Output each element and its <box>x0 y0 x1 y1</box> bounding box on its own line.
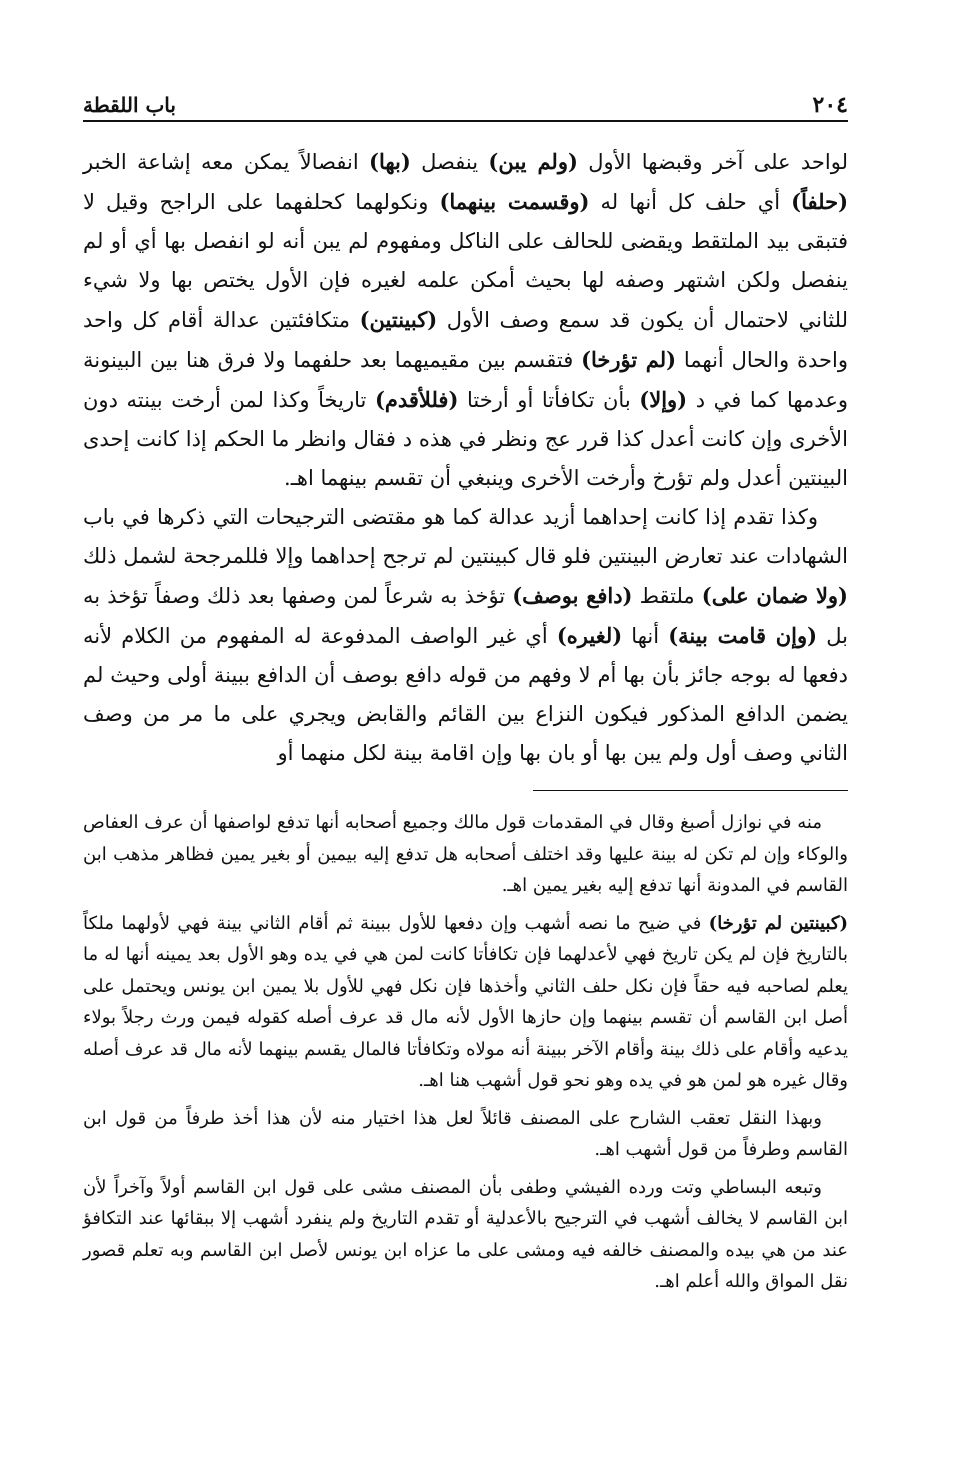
quoted-text: (ولا ضمان على) <box>701 583 848 608</box>
running-header <box>83 92 848 122</box>
text-run: تاريخاً وكذا لمن أرخت بينته دون الأخرى وإن كانت أعدل كذا قرر عج ونظر في هذه د فقال وانظر ما الحكم إذا كانت إحدى البينتين أعدل ولم تؤرخ وأرخت الأخرى وينبغي أن تقسم بينهما اهـ. <box>83 388 848 490</box>
quoted-text: (كبينتين لم تؤرخا) <box>708 912 849 934</box>
quoted-text: (لم تؤرخا) <box>581 347 677 372</box>
main-paragraph <box>83 142 848 498</box>
text-run: تؤخذ به شرعاً لمن وصفها بعد ذلك وصفاً تؤخذ به بل <box>83 584 848 648</box>
text-run: منه في نوازل أصبغ وقال في المقدمات قول مالك وجميع أصحابه أنها تدفع لواصفها أن عرف العفاص والوكاء وإن لم تكن له بينة عليها وقد اختلف أصحابه هل تدفع إليه بيمين أو بغير يمين فظاهر مذهب ابن القاسم في المدونة أنها تدفع إليه بغير يمين اهـ. <box>83 812 848 896</box>
text-run: بأن تكافأتا أو أرختا <box>458 388 640 412</box>
text-run: وكذا تقدم إذا كانت إحداهما أزيد عدالة كما هو مقتضى الترجيحات التي ذكرها في باب الشهادات عند تعارض البينتين فلو قال كبينتين لم ترجح إحداهما وإلا فللمرجحة لشمل ذلك <box>83 505 848 568</box>
quoted-text: (ولم يبن) <box>488 149 578 174</box>
quoted-text: (وقسمت بينهما) <box>439 189 590 214</box>
chapter-title: باب اللقطة <box>83 93 176 117</box>
main-paragraph <box>83 498 848 773</box>
text-run: أي حلف كل أنها له <box>589 190 792 214</box>
footnotes <box>83 807 848 1298</box>
text-run: فتقسم بين مقيميهما بعد حلفهما ولا فرق هنا بين البينونة وعدمها كما في د <box>83 348 848 412</box>
quoted-text: (دافع بوصف) <box>512 583 633 608</box>
text-run: وتبعه البساطي وتت ورده الفيشي وطفى بأن المصنف مشى على قول ابن القاسم أولاً وآخراً لأن ابن القاسم لا يخالف أشهب في الترجيح بالأعدلية أو تقدم التاريخ ولم ينفرد أشهب إلا ببقائها عند التكافؤ عند من هي بيده والمصنف خالفه فيه ومشى على ما عزاه ابن يونس لأصل ابن القاسم وبه تعلم قصور نقل المواق والله أعلم اهـ. <box>83 1176 848 1292</box>
quoted-text: (فللأقدم) <box>374 387 459 412</box>
footnote-paragraph <box>83 807 848 902</box>
text-run: في ضيح ما نصه أشهب وإن دفعها للأول ببينة ثم أقام الثاني بينة فهي لأولهما ملكاً بالتاريخ فإن لم يكن تاريخ فهي لأعدلهما فإن تكافأتا كانت لمن هي في يده وهو الأول بعد يمينه أنها له ما يعلم لصاحبه فيه حقاً فإن نكل حلف الثاني وأخذها فإن نكل فهي للأول بلا يمين ابن يونس ويحتمل على أصل ابن القاسم أن تقسم بينهما وإن حازها الأول لأنه مال قد عرف أصله كقوله فيمن ورث رجلاً بولاء يدعيه وأقام على ذلك بينة وأقام الآخر ببينة أنه مولاه وتكافأتا فالمال يقسم بينهما لأنه مال قد عرف أصله وقال غيره هو لمن هو في يده وهو نحو قول أشهب هنا اهـ. <box>83 912 848 1091</box>
text-run: ملتقط <box>632 584 702 608</box>
quoted-text: (وإن قامت بينة) <box>668 623 818 648</box>
text-run: وبهذا النقل تعقب الشارح على المصنف قائلاً لعل هذا اختيار منه لأن هذا أخذ طرفاً من قول ابن القاسم وطرفاً من قول أشهب اهـ. <box>83 1107 848 1160</box>
footnote-paragraph <box>83 1172 848 1298</box>
footnote-divider <box>533 790 848 791</box>
footnote-paragraph <box>83 1103 848 1166</box>
page-number: ٢٠٤ <box>812 92 848 118</box>
text-run: ونكولهما كحلفهما على الراجح وقيل لا فتبقى بيد الملتقط ويقضى للحالف على الناكل ومفهوم لم يبن أنه لو انفصل بها أي أو لم ينفصل ولكن اشتهر وصفه لها بحيث أمكن علمه لغيره فإن الأول يختص بها ولا شيء للثاني لاحتمال أن يكون قد سمع وصف الأول <box>83 190 848 332</box>
text-run: أنها <box>622 624 669 648</box>
text-run: انفصالاً يمكن معه إشاعة الخبر <box>83 150 370 174</box>
quoted-text: (وإلا) <box>639 387 688 412</box>
text-run: لواحد على آخر وقبضها الأول <box>577 150 848 174</box>
text-run: ينفصل <box>410 150 489 174</box>
text-run: أي غير الواصف المدفوعة له المفهوم من الكلام لأنه دفعها له بوجه جائز بأن بها أم لا وفهم من قوله دافع بوصف أن الدافع ببينة أولى وحيث لم يضمن الدافع المذكور فيكون النزاع بين القائم والقابض ويجري على ما مر من وصف الثاني وصف أول ولم يبن بها أو بان بها وإن اقامة بينة لكل منهما أو <box>83 624 848 765</box>
quoted-text: (كبينتين) <box>359 307 438 332</box>
quoted-text: (بها) <box>369 149 411 174</box>
main-text <box>83 142 848 773</box>
quoted-text: (حلفاً) <box>791 189 848 214</box>
footnote-paragraph <box>83 908 848 1097</box>
text-run: متكافئتين عدالة أقام كل واحد واحدة والحال أنهما <box>83 308 848 372</box>
quoted-text: (لغيره) <box>556 623 623 648</box>
